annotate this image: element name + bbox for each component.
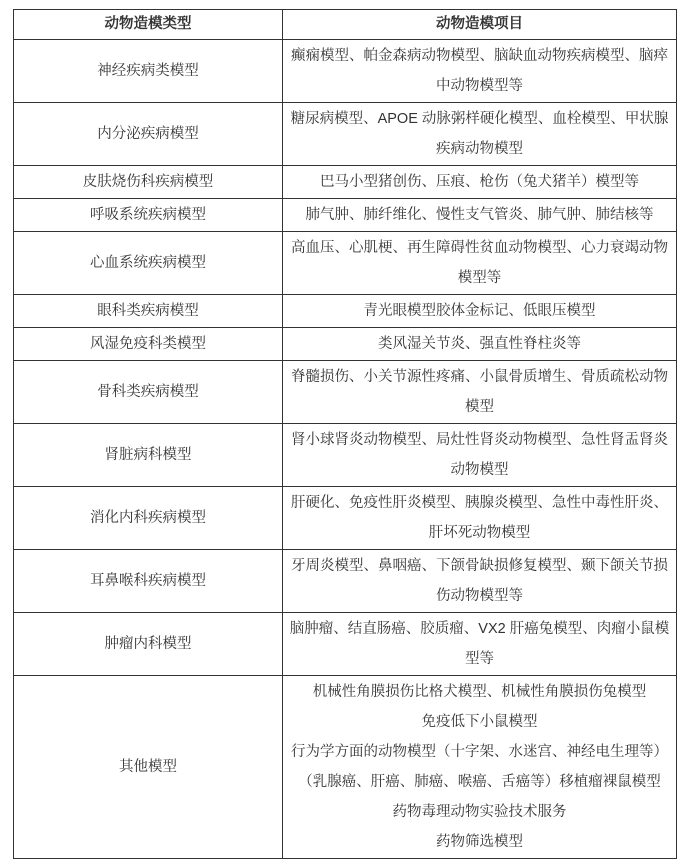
table-row — [14, 424, 677, 487]
model-type-cell: 消化内科疾病模型 — [14, 487, 283, 550]
model-project-line: 糖尿病模型、APOE 动脉粥样硬化模型、血栓模型、甲状腺疾病动物模型 — [290, 111, 669, 157]
column-header-model-project: 动物造模项目 — [283, 10, 677, 40]
table-row — [14, 103, 677, 166]
table-row — [14, 676, 677, 859]
table-row — [14, 487, 677, 550]
model-project-line: 行为学方面的动物模型（十字架、水迷宫、神经电生理等） — [291, 744, 668, 760]
model-project-line: 肾小球肾炎动物模型、局灶性肾炎动物模型、急性肾盂肾炎动物模型 — [291, 432, 668, 478]
table-row — [14, 613, 677, 676]
model-project-line: 脑肿瘤、结直肠癌、胶质瘤、VX2 肝癌兔模型、肉瘤小鼠模型等 — [289, 621, 670, 667]
table-row — [14, 361, 677, 424]
model-type-cell: 皮肤烧伤科疾病模型 — [14, 166, 283, 199]
model-type-cell: 耳鼻喉科疾病模型 — [14, 550, 283, 613]
animal-model-table — [13, 9, 677, 859]
table-row — [14, 295, 677, 328]
model-project-line: 药物毒理动物实验技术服务 — [392, 804, 567, 820]
model-project-cell — [283, 232, 677, 295]
column-header-model-type: 动物造模类型 — [14, 10, 283, 40]
table-row — [14, 40, 677, 103]
model-project-cell — [283, 550, 677, 613]
model-project-cell — [283, 103, 677, 166]
model-project-line: 癫痫模型、帕金森病动物模型、脑缺血动物疾病模型、脑瘁中动物模型等 — [291, 48, 668, 94]
table-row — [14, 232, 677, 295]
model-project-line: 肝硬化、免疫性肝炎模型、胰腺炎模型、急性中毒性肝炎、肝坏死动物模型 — [291, 495, 668, 541]
model-project-line: 青光眼模型胶体金标记、低眼压模型 — [363, 303, 596, 319]
model-type-cell: 呼吸系统疾病模型 — [14, 199, 283, 232]
model-project-line: （乳腺癌、肝癌、肺癌、喉癌、舌癌等）移植瘤裸鼠模型 — [298, 774, 661, 790]
model-type-cell: 神经疾病类模型 — [14, 40, 283, 103]
model-project-line: 牙周炎模型、鼻咽癌、下颌骨缺损修复模型、颞下颌关节损伤动物模型等 — [291, 558, 668, 604]
model-type-cell: 其他模型 — [14, 676, 283, 859]
model-project-line: 类风湿关节炎、强直性脊柱炎等 — [378, 336, 581, 352]
model-project-line: 免疫低下小鼠模型 — [421, 714, 538, 730]
table-header — [14, 10, 677, 40]
model-project-cell — [283, 295, 677, 328]
model-type-cell: 内分泌疾病模型 — [14, 103, 283, 166]
model-project-line: 机械性角膜损伤比格犬模型、机械性角膜损伤兔模型 — [312, 684, 647, 700]
table-row — [14, 166, 677, 199]
model-type-cell: 眼科类疾病模型 — [14, 295, 283, 328]
model-type-cell: 肾脏病科模型 — [14, 424, 283, 487]
model-project-line: 肺气肿、肺纤维化、慢性支气管炎、肺气肿、肺结核等 — [305, 207, 654, 223]
model-project-cell — [283, 166, 677, 199]
model-project-cell — [283, 424, 677, 487]
model-project-cell — [283, 40, 677, 103]
model-project-line: 高血压、心肌梗、再生障碍性贫血动物模型、心力衰竭动物模型等 — [291, 240, 668, 286]
model-project-cell — [283, 199, 677, 232]
table-body — [14, 40, 677, 859]
model-project-cell — [283, 676, 677, 859]
table-row — [14, 328, 677, 361]
model-project-line: 药物筛选模型 — [436, 834, 523, 850]
model-type-cell: 骨科类疾病模型 — [14, 361, 283, 424]
model-type-cell: 肿瘤内科模型 — [14, 613, 283, 676]
model-type-cell: 心血系统疾病模型 — [14, 232, 283, 295]
model-type-cell: 风湿免疫科类模型 — [14, 328, 283, 361]
model-project-line: 巴马小型猪创伤、压痕、枪伤（兔犬猪羊）模型等 — [320, 174, 639, 190]
table-row — [14, 199, 677, 232]
model-project-line: 脊髓损伤、小关节源性疼痛、小鼠骨质增生、骨质疏松动物模型 — [291, 369, 668, 415]
model-project-cell — [283, 361, 677, 424]
model-project-cell — [283, 613, 677, 676]
model-project-cell — [283, 328, 677, 361]
model-project-cell — [283, 487, 677, 550]
header-row — [14, 10, 677, 40]
table-row — [14, 550, 677, 613]
